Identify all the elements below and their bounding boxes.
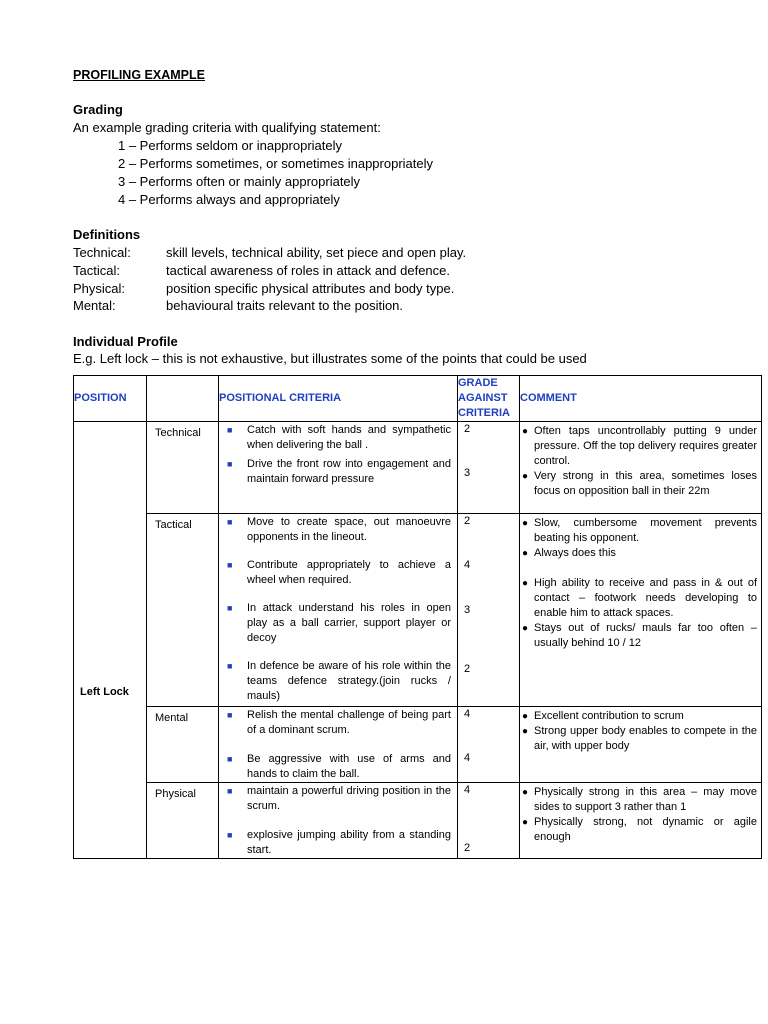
criteria-text: Catch with soft hands and sympathetic when delivering the ball .	[247, 424, 451, 451]
comment-item	[522, 516, 757, 546]
grade-value: 2	[464, 515, 471, 527]
criteria-item	[219, 423, 457, 453]
comment-text: Very strong in this area, sometimes loses focus on opposition ball in their 22m	[534, 470, 757, 497]
comment-item	[522, 621, 757, 651]
square-bullet-icon: ■	[227, 754, 233, 764]
criteria-cell	[219, 422, 458, 514]
header-position: POSITION	[74, 376, 147, 422]
grade-value: 4	[464, 559, 471, 571]
bullet-icon: ●	[522, 426, 529, 437]
comment-text: Physically strong in this area – may move sides to support 3 rather than 1	[534, 786, 757, 813]
table-row	[74, 783, 762, 859]
definitions-heading: Definitions	[73, 227, 141, 242]
grade-value: 3	[464, 604, 471, 616]
definition-label: Technical:	[73, 245, 131, 260]
comment-item	[522, 424, 757, 469]
header-criteria: POSITIONAL CRITERIA	[219, 376, 458, 422]
criteria-cell	[219, 783, 458, 859]
square-bullet-icon: ■	[227, 786, 233, 796]
comment-text: High ability to receive and pass in & out of contact – footwork needs developing to enable him to attack spaces.	[534, 577, 757, 619]
profile-heading: Individual Profile	[73, 334, 178, 349]
grade-value: 3	[464, 467, 471, 479]
category-cell: Physical	[147, 783, 219, 859]
grade-value: 2	[464, 842, 471, 854]
definition-text: behavioural traits relevant to the position.	[166, 298, 404, 313]
criteria-text: Relish the mental challenge of being part of a dominant scrum.	[247, 709, 451, 736]
profile-table	[73, 375, 762, 859]
header-grade: GRADE AGAINST CRITERIA	[458, 376, 520, 422]
square-bullet-icon: ■	[227, 710, 233, 720]
definition-text: skill levels, technical ability, set piece and open play.	[166, 245, 467, 260]
bullet-icon: ●	[522, 518, 529, 529]
profile-intro: E.g. Left lock – this is not exhaustive, but illustrates some of the points that could be used	[73, 351, 587, 366]
grading-item: 4 – Performs always and appropriately	[118, 192, 340, 207]
criteria-cell	[219, 707, 458, 783]
bullet-icon: ●	[522, 471, 529, 482]
criteria-item	[219, 708, 457, 738]
comment-cell	[520, 514, 762, 707]
table-row	[74, 707, 762, 783]
comment-item	[522, 724, 757, 754]
grade-cell	[458, 783, 520, 859]
criteria-text: In defence be aware of his role within the teams defence strategy.(join rucks / mauls)	[247, 660, 451, 702]
comment-text: Physically strong, not dynamic or agile enough	[534, 816, 757, 843]
bullet-icon: ●	[522, 711, 529, 722]
grading-item: 3 – Performs often or mainly appropriately	[118, 174, 361, 189]
comment-item	[522, 785, 757, 815]
grading-heading: Grading	[73, 102, 123, 117]
grading-item: 1 – Performs seldom or inappropriately	[118, 138, 342, 153]
bullet-icon: ●	[522, 623, 529, 634]
grade-value: 2	[464, 663, 471, 675]
comment-item	[522, 815, 757, 845]
definition-text: tactical awareness of roles in attack and defence.	[166, 263, 450, 278]
bullet-icon: ●	[522, 578, 529, 589]
criteria-item	[219, 659, 457, 704]
bullet-icon: ●	[522, 548, 529, 559]
square-bullet-icon: ■	[227, 830, 233, 840]
bullet-icon: ●	[522, 726, 529, 737]
criteria-text: maintain a powerful driving position in the scrum.	[247, 785, 451, 812]
comment-cell	[520, 422, 762, 514]
definition-label: Physical:	[73, 281, 126, 296]
square-bullet-icon: ■	[227, 459, 233, 469]
comment-text: Slow, cumbersome movement prevents beating his opponent.	[534, 517, 757, 544]
comment-cell	[520, 783, 762, 859]
table-row	[74, 514, 762, 707]
criteria-cell	[219, 514, 458, 707]
criteria-item	[219, 601, 457, 646]
square-bullet-icon: ■	[227, 425, 233, 435]
definition-label: Mental:	[73, 298, 116, 313]
header-comment: COMMENT	[520, 376, 762, 422]
table-row	[74, 422, 762, 514]
header-blank	[147, 376, 219, 422]
comment-text: Excellent contribution to scrum	[534, 710, 684, 722]
comment-cell	[520, 707, 762, 783]
document-title: PROFILING EXAMPLE	[73, 68, 205, 82]
grading-item: 2 – Performs sometimes, or sometimes inappropriately	[118, 156, 434, 171]
grade-value: 4	[464, 752, 471, 764]
square-bullet-icon: ■	[227, 661, 233, 671]
comment-text: Always does this	[534, 547, 616, 559]
grade-value: 4	[464, 708, 471, 720]
grade-value: 2	[464, 423, 471, 435]
criteria-item	[219, 752, 457, 782]
criteria-text: Move to create space, out manoeuvre opponents in the lineout.	[247, 516, 451, 543]
definition-text: position specific physical attributes and body type.	[166, 281, 455, 296]
comment-item	[522, 546, 757, 561]
table-header-row	[74, 376, 762, 422]
criteria-item	[219, 828, 457, 858]
comment-item	[522, 576, 757, 621]
criteria-item	[219, 457, 457, 487]
category-cell: Technical	[147, 422, 219, 514]
definition-label: Tactical:	[73, 263, 120, 278]
category-cell: Mental	[147, 707, 219, 783]
criteria-item	[219, 784, 457, 814]
grade-cell	[458, 514, 520, 707]
criteria-item	[219, 515, 457, 545]
square-bullet-icon: ■	[227, 603, 233, 613]
square-bullet-icon: ■	[227, 560, 233, 570]
grade-value: 4	[464, 784, 471, 796]
criteria-text: Drive the front row into engagement and maintain forward pressure	[247, 458, 451, 485]
position-cell: Left Lock	[74, 422, 147, 859]
comment-text: Often taps uncontrollably putting 9 under pressure. Off the top delivery requires greater control.	[534, 425, 757, 467]
criteria-text: explosive jumping ability from a standing start.	[247, 829, 451, 856]
criteria-text: In attack understand his roles in open play as a ball carrier, support player or decoy	[247, 602, 451, 644]
comment-item	[522, 709, 757, 724]
bullet-icon: ●	[522, 817, 529, 828]
comment-text: Strong upper body enables to compete in the air, with upper body	[534, 725, 757, 752]
criteria-text: Contribute appropriately to achieve a wheel when required.	[247, 559, 451, 586]
comment-text: Stays out of rucks/ mauls far too often – usually behind 10 / 12	[534, 622, 757, 649]
criteria-text: Be aggressive with use of arms and hands to claim the ball.	[247, 753, 451, 780]
square-bullet-icon: ■	[227, 517, 233, 527]
grade-cell	[458, 707, 520, 783]
grade-cell	[458, 422, 520, 514]
comment-item	[522, 469, 757, 499]
grading-intro: An example grading criteria with qualifying statement:	[73, 120, 381, 135]
criteria-item	[219, 558, 457, 588]
category-cell: Tactical	[147, 514, 219, 707]
bullet-icon: ●	[522, 787, 529, 798]
